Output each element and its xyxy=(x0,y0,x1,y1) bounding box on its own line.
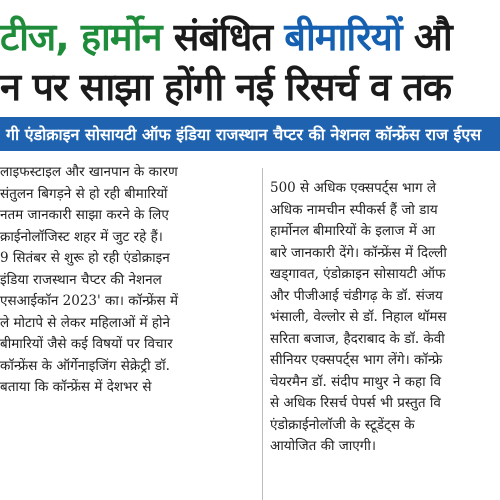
text-line: सीनियर एक्सपर्ट्स भाग लेंगे। कॉन्फ्रे xyxy=(270,352,443,368)
text-line: से अधिक रिसर्च पेपर्स भी प्रस्तुत वि xyxy=(270,395,441,411)
text-line: चेयरमैन डॉ. संदीप माथुर ने कहा वि xyxy=(270,373,441,390)
left-column xyxy=(0,162,256,399)
text-line: सरिता बजाज, हैदराबाद के डॉ. केवी xyxy=(270,330,445,347)
headline-segment: टीज, हार्मोन xyxy=(0,15,174,59)
text-line: संतुलन बिगड़ने से हो रही बीमारियों xyxy=(0,185,168,202)
headline-line-2: न पर साझा होंगी नई रिसर्च व तक xyxy=(0,65,452,109)
text-line: कॉन्फ्रेंस के ऑर्गेनाइजिंग सेक्रेट्री डॉ. xyxy=(0,357,170,374)
text-line: 500 से अधिक एक्सपर्ट्स भाग ले xyxy=(270,180,437,196)
text-line: बीमारियों जैसे कई विषयों पर विचार xyxy=(0,336,173,352)
text-line: इंडिया राजस्थान चैप्टर की नेशनल xyxy=(0,271,162,288)
column-divider xyxy=(262,168,263,500)
text-line: एसआईकॉन 2023' का। कॉन्फ्रेंस में xyxy=(0,293,179,309)
subhead-text: गी एंडोक्राइन सोसायटी ऑफ इंडिया राजस्थान चैप्टर की नेशनल कॉन्फ्रेंस राज ईएस xyxy=(6,125,482,144)
text-line: लाइफस्टाइल और खानपान के कारण xyxy=(0,164,178,180)
text-line: नतम जानकारी साझा करने के लिए xyxy=(0,207,169,223)
text-line: बारे जानकारी देंगे। कॉन्फ्रेंस में दिल्ली xyxy=(270,244,447,261)
text-line: एंडोक्राईनोलॉजी के स्टूडेंट्स के xyxy=(270,416,415,433)
headline-segment: संबंधित xyxy=(173,15,285,59)
text-line: 9 सितंबर से शुरू हो रही एंडोक्राइन xyxy=(0,250,170,266)
text-line: भंसाली, वेल्लोर से डॉ. निहाल थॉमस xyxy=(270,309,447,325)
headline-segment: औ xyxy=(413,15,452,59)
text-line: बताया कि कॉन्फ्रेंस में देशभर से xyxy=(0,379,152,395)
right-column xyxy=(270,178,500,458)
text-line: और पीजीआई चंडीगढ़ के डॉ. संजय xyxy=(270,287,443,304)
headline-segment: बीमारियों xyxy=(284,15,414,59)
headline-line-1 xyxy=(0,14,452,60)
text-line: खड्गावत, एंडोक्राइन सोसायटी ऑफ xyxy=(270,266,446,282)
subhead-band xyxy=(0,117,500,151)
text-line: हार्मोनल बीमारियों के इलाज में आ xyxy=(270,223,435,239)
text-line: क्राईनोलॉजिस्ट शहर में जुट रहे हैं। xyxy=(0,228,163,245)
text-line: ले मोटापे से लेकर महिलाओं में होने xyxy=(0,314,171,331)
text-line: आयोजित की जाएगी। xyxy=(270,438,376,454)
text-line: अधिक नामचीन स्पीकर्स हैं जो डाय xyxy=(270,201,438,218)
